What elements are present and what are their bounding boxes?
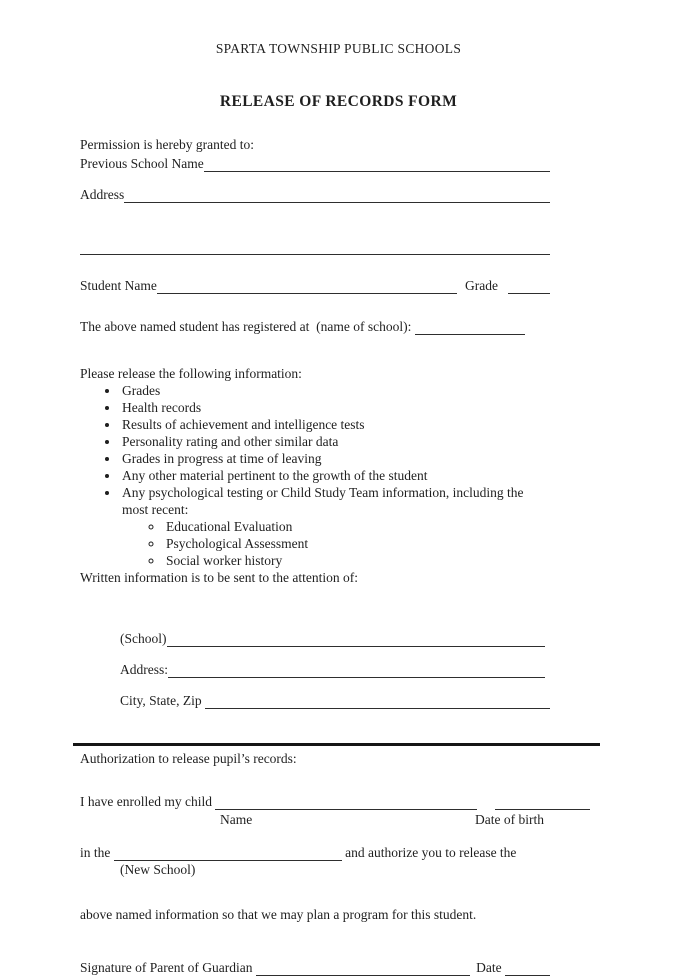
student-name-line[interactable] xyxy=(157,278,457,294)
form-title: RELEASE OF RECORDS FORM xyxy=(219,93,458,110)
release-item xyxy=(120,450,550,467)
enrolled-row xyxy=(80,793,590,810)
grade-label: Grade xyxy=(465,278,498,293)
release-item xyxy=(120,382,550,399)
previous-school-row xyxy=(80,155,550,172)
attention-school-line[interactable] xyxy=(167,631,546,647)
psych-sub-item xyxy=(164,518,550,535)
release-item-text: Any psychological testing or Child Study Team information, including the most recent: xyxy=(122,485,524,517)
name-caption: Name xyxy=(220,812,253,827)
address-line-1[interactable] xyxy=(124,187,550,203)
date-line[interactable] xyxy=(505,960,550,976)
release-item-text: Personality rating and other similar data xyxy=(122,434,339,449)
attention-address-row xyxy=(120,661,550,678)
psych-sub-item-text: Social worker history xyxy=(166,553,283,568)
dob-caption: Date of birth xyxy=(475,812,544,827)
attention-address-label: Address: xyxy=(120,662,168,677)
release-item-text: Grades xyxy=(122,383,161,398)
student-name-row xyxy=(80,277,550,294)
student-name-label: Student Name xyxy=(80,278,157,293)
address-row-2 xyxy=(80,239,550,255)
previous-school-line[interactable] xyxy=(204,156,550,172)
registered-row xyxy=(80,318,550,335)
permission-intro: Permission is hereby granted to: xyxy=(80,137,254,152)
new-school-row xyxy=(80,844,550,861)
new-school-line[interactable] xyxy=(114,845,342,861)
date-label: Date xyxy=(476,960,505,975)
child-name-line[interactable] xyxy=(215,794,477,810)
release-item xyxy=(120,484,550,569)
enrolled-captions-row xyxy=(80,811,590,828)
signature-line[interactable] xyxy=(256,960,470,976)
enrolled-prefix: I have enrolled my child xyxy=(80,794,216,809)
city-state-zip-label: City, State, Zip xyxy=(120,693,205,708)
school-caption-label: (School) xyxy=(120,631,167,646)
release-item xyxy=(120,399,550,416)
new-school-caption: (New School) xyxy=(120,862,196,877)
closing-text: above named information so that we may plan a program for this student. xyxy=(80,907,477,922)
psych-sub-item xyxy=(164,552,550,569)
psych-sub-item xyxy=(164,535,550,552)
attention-school-row xyxy=(120,630,550,647)
city-state-zip-line[interactable] xyxy=(205,693,550,709)
release-item-text: Results of achievement and intelligence tests xyxy=(122,417,365,432)
release-item-text: Grades in progress at time of leaving xyxy=(122,451,322,466)
psych-sub-item-text: Psychological Assessment xyxy=(166,536,309,551)
previous-school-label: Previous School Name xyxy=(80,156,204,171)
address-label: Address xyxy=(80,187,125,202)
caption-spacer xyxy=(80,811,220,828)
authorize-suffix: and authorize you to release the xyxy=(341,845,517,860)
psych-sub-list xyxy=(122,518,550,569)
signature-row xyxy=(80,959,550,976)
school-name-header: SPARTA TOWNSHIP PUBLIC SCHOOLS xyxy=(215,41,462,56)
release-item-text: Any other material pertinent to the growth of the student xyxy=(122,468,428,483)
attention-intro: Written information is to be sent to the attention of: xyxy=(80,570,359,585)
address-line-2[interactable] xyxy=(80,239,550,255)
release-item xyxy=(120,416,550,433)
address-row xyxy=(80,186,550,203)
date-of-birth-line[interactable] xyxy=(495,794,590,810)
psych-sub-item-text: Educational Evaluation xyxy=(166,519,293,534)
registered-text: The above named student has registered at (name of school): xyxy=(80,319,415,334)
release-list xyxy=(80,382,550,569)
attention-address-line[interactable] xyxy=(168,662,545,678)
release-intro: Please release the following information: xyxy=(80,366,302,381)
release-item-text: Health records xyxy=(122,400,202,415)
grade-line[interactable] xyxy=(508,278,550,294)
signature-label: Signature of Parent of Guardian xyxy=(80,960,256,975)
in-the-prefix: in the xyxy=(80,845,114,860)
city-state-zip-row xyxy=(120,692,550,709)
registered-school-line[interactable] xyxy=(415,319,525,335)
release-item xyxy=(120,433,550,450)
authorization-heading: Authorization to release pupil’s records: xyxy=(80,751,297,766)
section-divider xyxy=(73,743,600,746)
release-item xyxy=(120,467,550,484)
